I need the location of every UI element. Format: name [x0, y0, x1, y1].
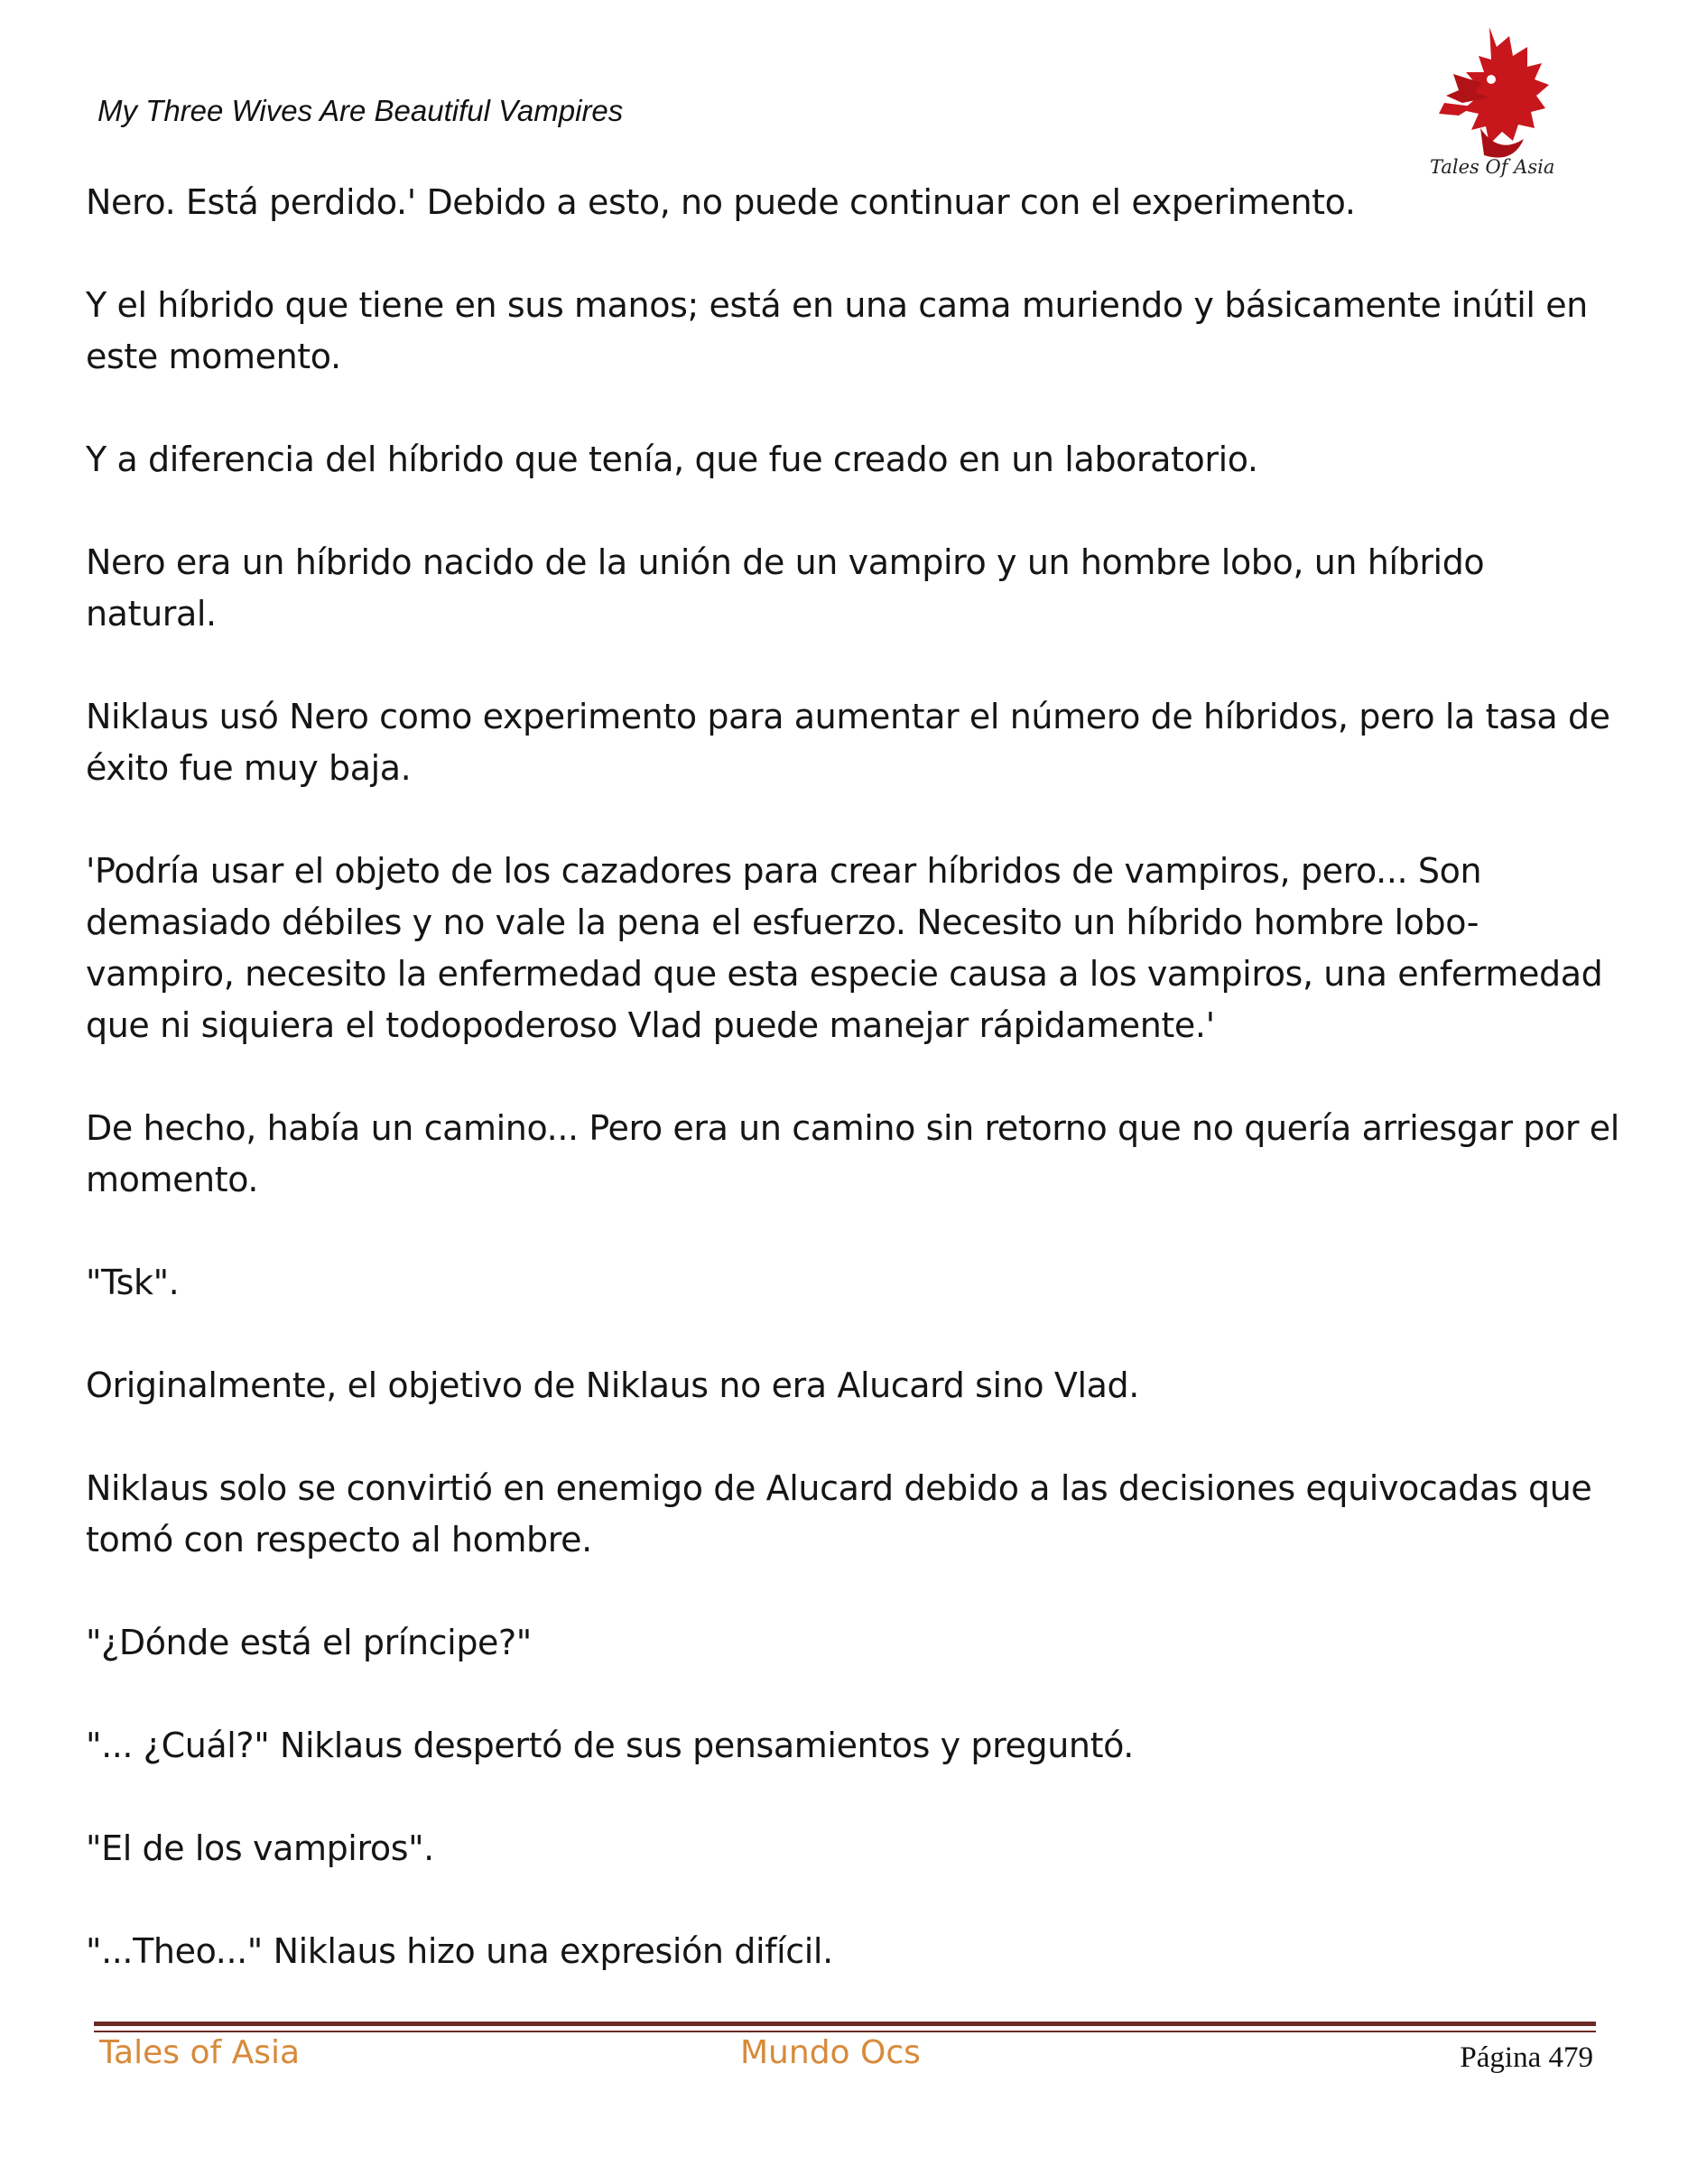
paragraph: De hecho, había un camino... Pero era un camino sin retorno que no quería arriesgar por el momento. [86, 1108, 1619, 1199]
paragraph: Nero. Está perdido.' Debido a esto, no puede continuar con el experimento. [86, 182, 1356, 222]
book-title: My Three Wives Are Beautiful Vampires [97, 94, 624, 127]
paragraph: Nero era un híbrido nacido de la unión de un vampiro y un hombre lobo, un híbrido natural. [86, 542, 1485, 634]
paragraph: "... ¿Cuál?" Niklaus despertó de sus pensamientos y preguntó. [86, 1726, 1134, 1765]
paragraph: "...Theo..." Niklaus hizo una expresión difícil. [86, 1931, 833, 1971]
red-dragon-icon [1426, 20, 1562, 180]
paragraph: Niklaus solo se convirtió en enemigo de Alucard debido a las decisiones equivocadas que tomó con respecto al hombre. [86, 1468, 1592, 1559]
page-body [86, 177, 1620, 2029]
paragraph: "¿Dónde está el príncipe?" [86, 1623, 532, 1662]
paragraph: Originalmente, el objetivo de Niklaus no era Alucard sino Vlad. [86, 1365, 1139, 1405]
tales-of-asia-logo [1426, 20, 1562, 180]
logo-text: Tales Of Asia [1430, 156, 1555, 178]
footer-divider [94, 2022, 1596, 2026]
footer-divider-thin [94, 2031, 1596, 2032]
paragraph: Y el híbrido que tiene en sus manos; está en una cama muriendo y básicamente inútil en este momento. [86, 285, 1588, 376]
paragraph: "Tsk". [86, 1263, 180, 1302]
page-number: Página 479 [1460, 2041, 1593, 2074]
paragraph: 'Podría usar el objeto de los cazadores para crear híbridos de vampiros, pero... Son demasiado débiles y no vale la pena el esfuerzo. Necesito un híbrido hombre lobo-vampiro, necesito la enfermedad que esta especie causa a los vampiros, una enfermedad que ni siquiera el todopoderoso Vlad puede manejar rápidamente.' [86, 851, 1603, 1045]
paragraph: "El de los vampiros". [86, 1828, 434, 1868]
footer-publisher: Tales of Asia [99, 2034, 301, 2071]
paragraph: Niklaus usó Nero como experimento para aumentar el número de híbridos, pero la tasa de éxito fue muy baja. [86, 697, 1610, 788]
paragraph: Y a diferencia del híbrido que tenía, que fue creado en un laboratorio. [86, 440, 1258, 479]
footer-site: Mundo Ocs [740, 2034, 921, 2071]
